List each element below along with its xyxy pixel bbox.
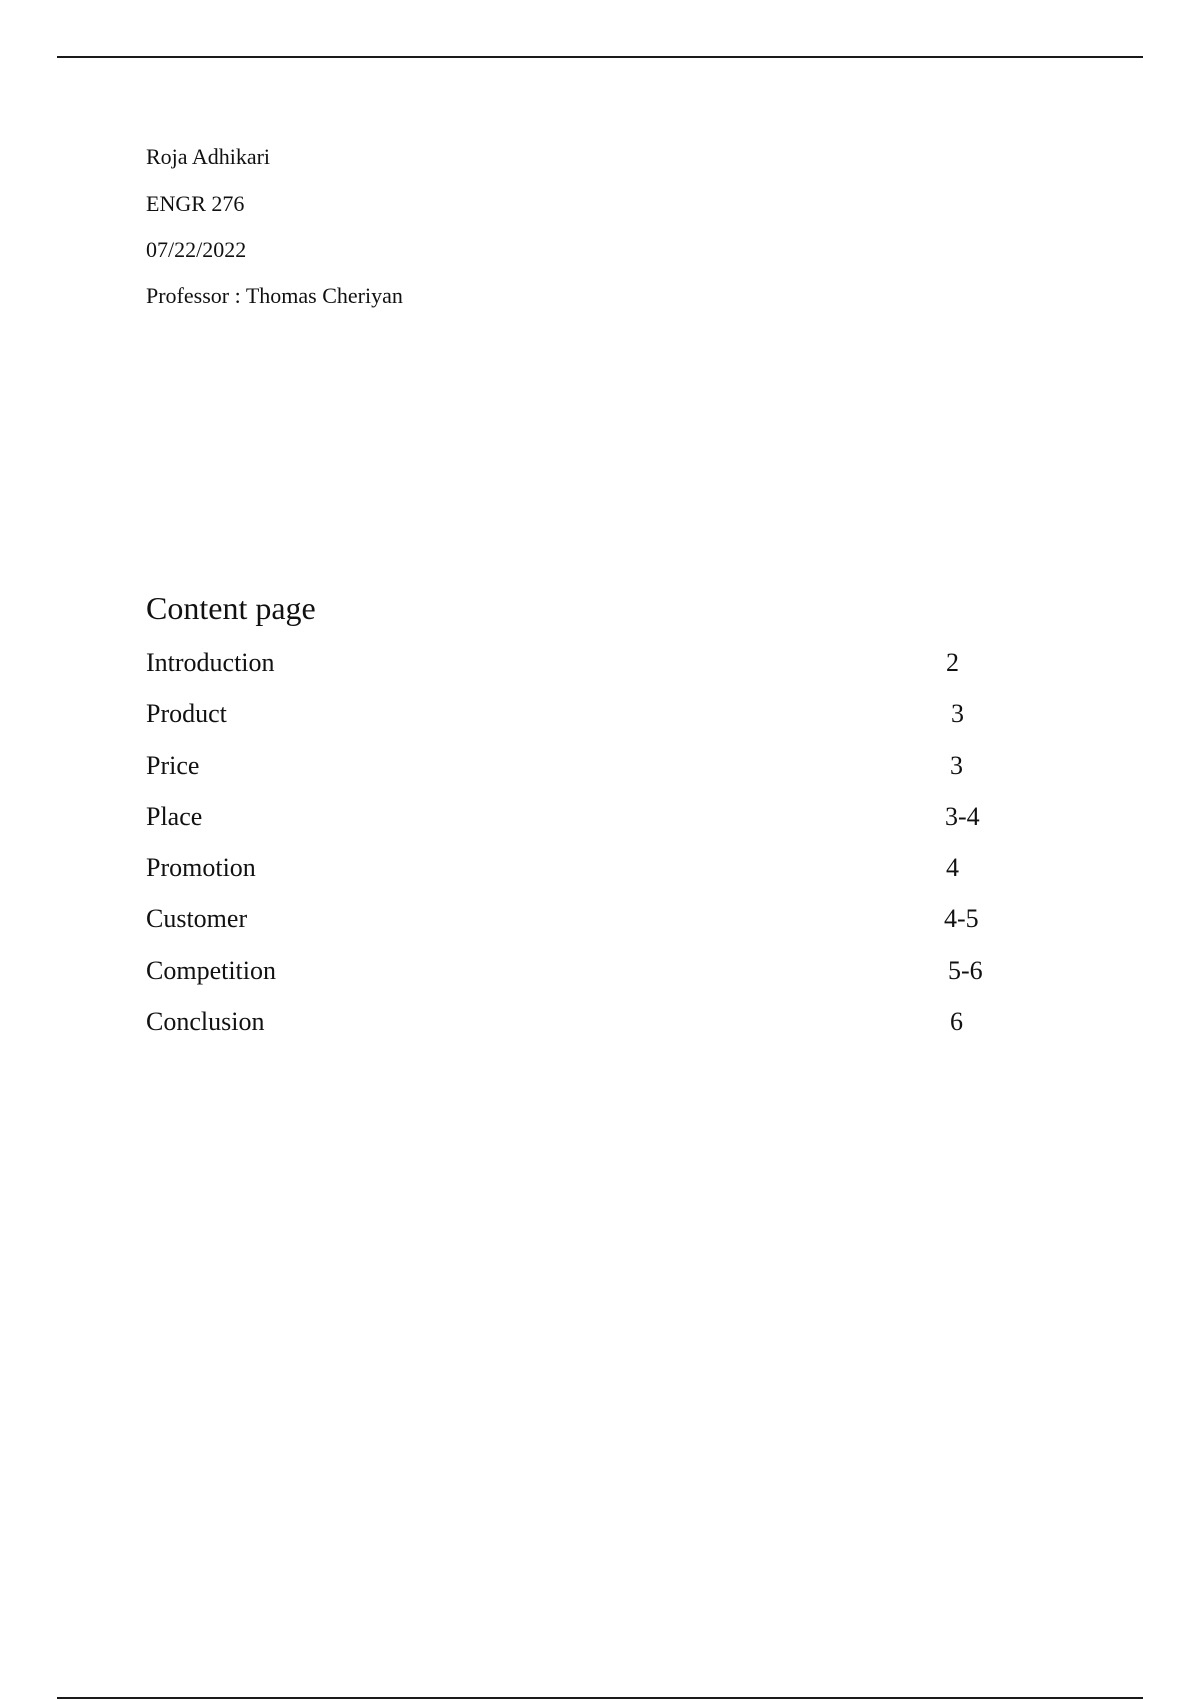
toc-entry-introduction	[146, 648, 1006, 699]
toc-entry-competition	[146, 956, 1006, 1007]
toc-entry-label: Conclusion	[146, 1007, 265, 1037]
toc-entry-page: 3-4	[945, 801, 980, 831]
toc-entry-page: 4	[946, 853, 959, 883]
toc-entry-label: Place	[146, 801, 203, 831]
toc-entry-page: 2	[946, 648, 959, 677]
course-code: ENGR 276	[146, 191, 245, 216]
toc-entry-page: 3	[950, 750, 963, 780]
table-of-contents	[146, 648, 1006, 1058]
toc-entry-page: 3	[951, 699, 964, 729]
toc-entry-page: 5-6	[948, 955, 983, 985]
professor-name: Professor : Thomas Cheriyan	[146, 283, 403, 308]
toc-entry-label: Product	[146, 699, 227, 729]
toc-entry-label: Promotion	[146, 853, 256, 883]
bottom-rule	[57, 1697, 1143, 1699]
toc-entry-product	[146, 699, 1006, 750]
toc-entry-label: Price	[146, 750, 200, 780]
toc-entry-promotion	[146, 853, 1006, 904]
toc-entry-label: Customer	[146, 904, 248, 934]
toc-title: Content page	[146, 590, 316, 626]
top-rule	[57, 56, 1143, 58]
toc-entry-place	[146, 802, 1006, 853]
toc-entry-conclusion	[146, 1007, 1006, 1058]
toc-entry-price	[146, 751, 1006, 802]
document-date: 07/22/2022	[146, 237, 247, 262]
author-name: Roja Adhikari	[146, 144, 271, 169]
toc-entry-page: 6	[950, 1007, 963, 1037]
toc-entry-customer	[146, 904, 1006, 955]
toc-entry-page: 4-5	[944, 904, 979, 934]
toc-entry-label: Introduction	[146, 648, 275, 677]
toc-entry-label: Competition	[146, 955, 276, 985]
